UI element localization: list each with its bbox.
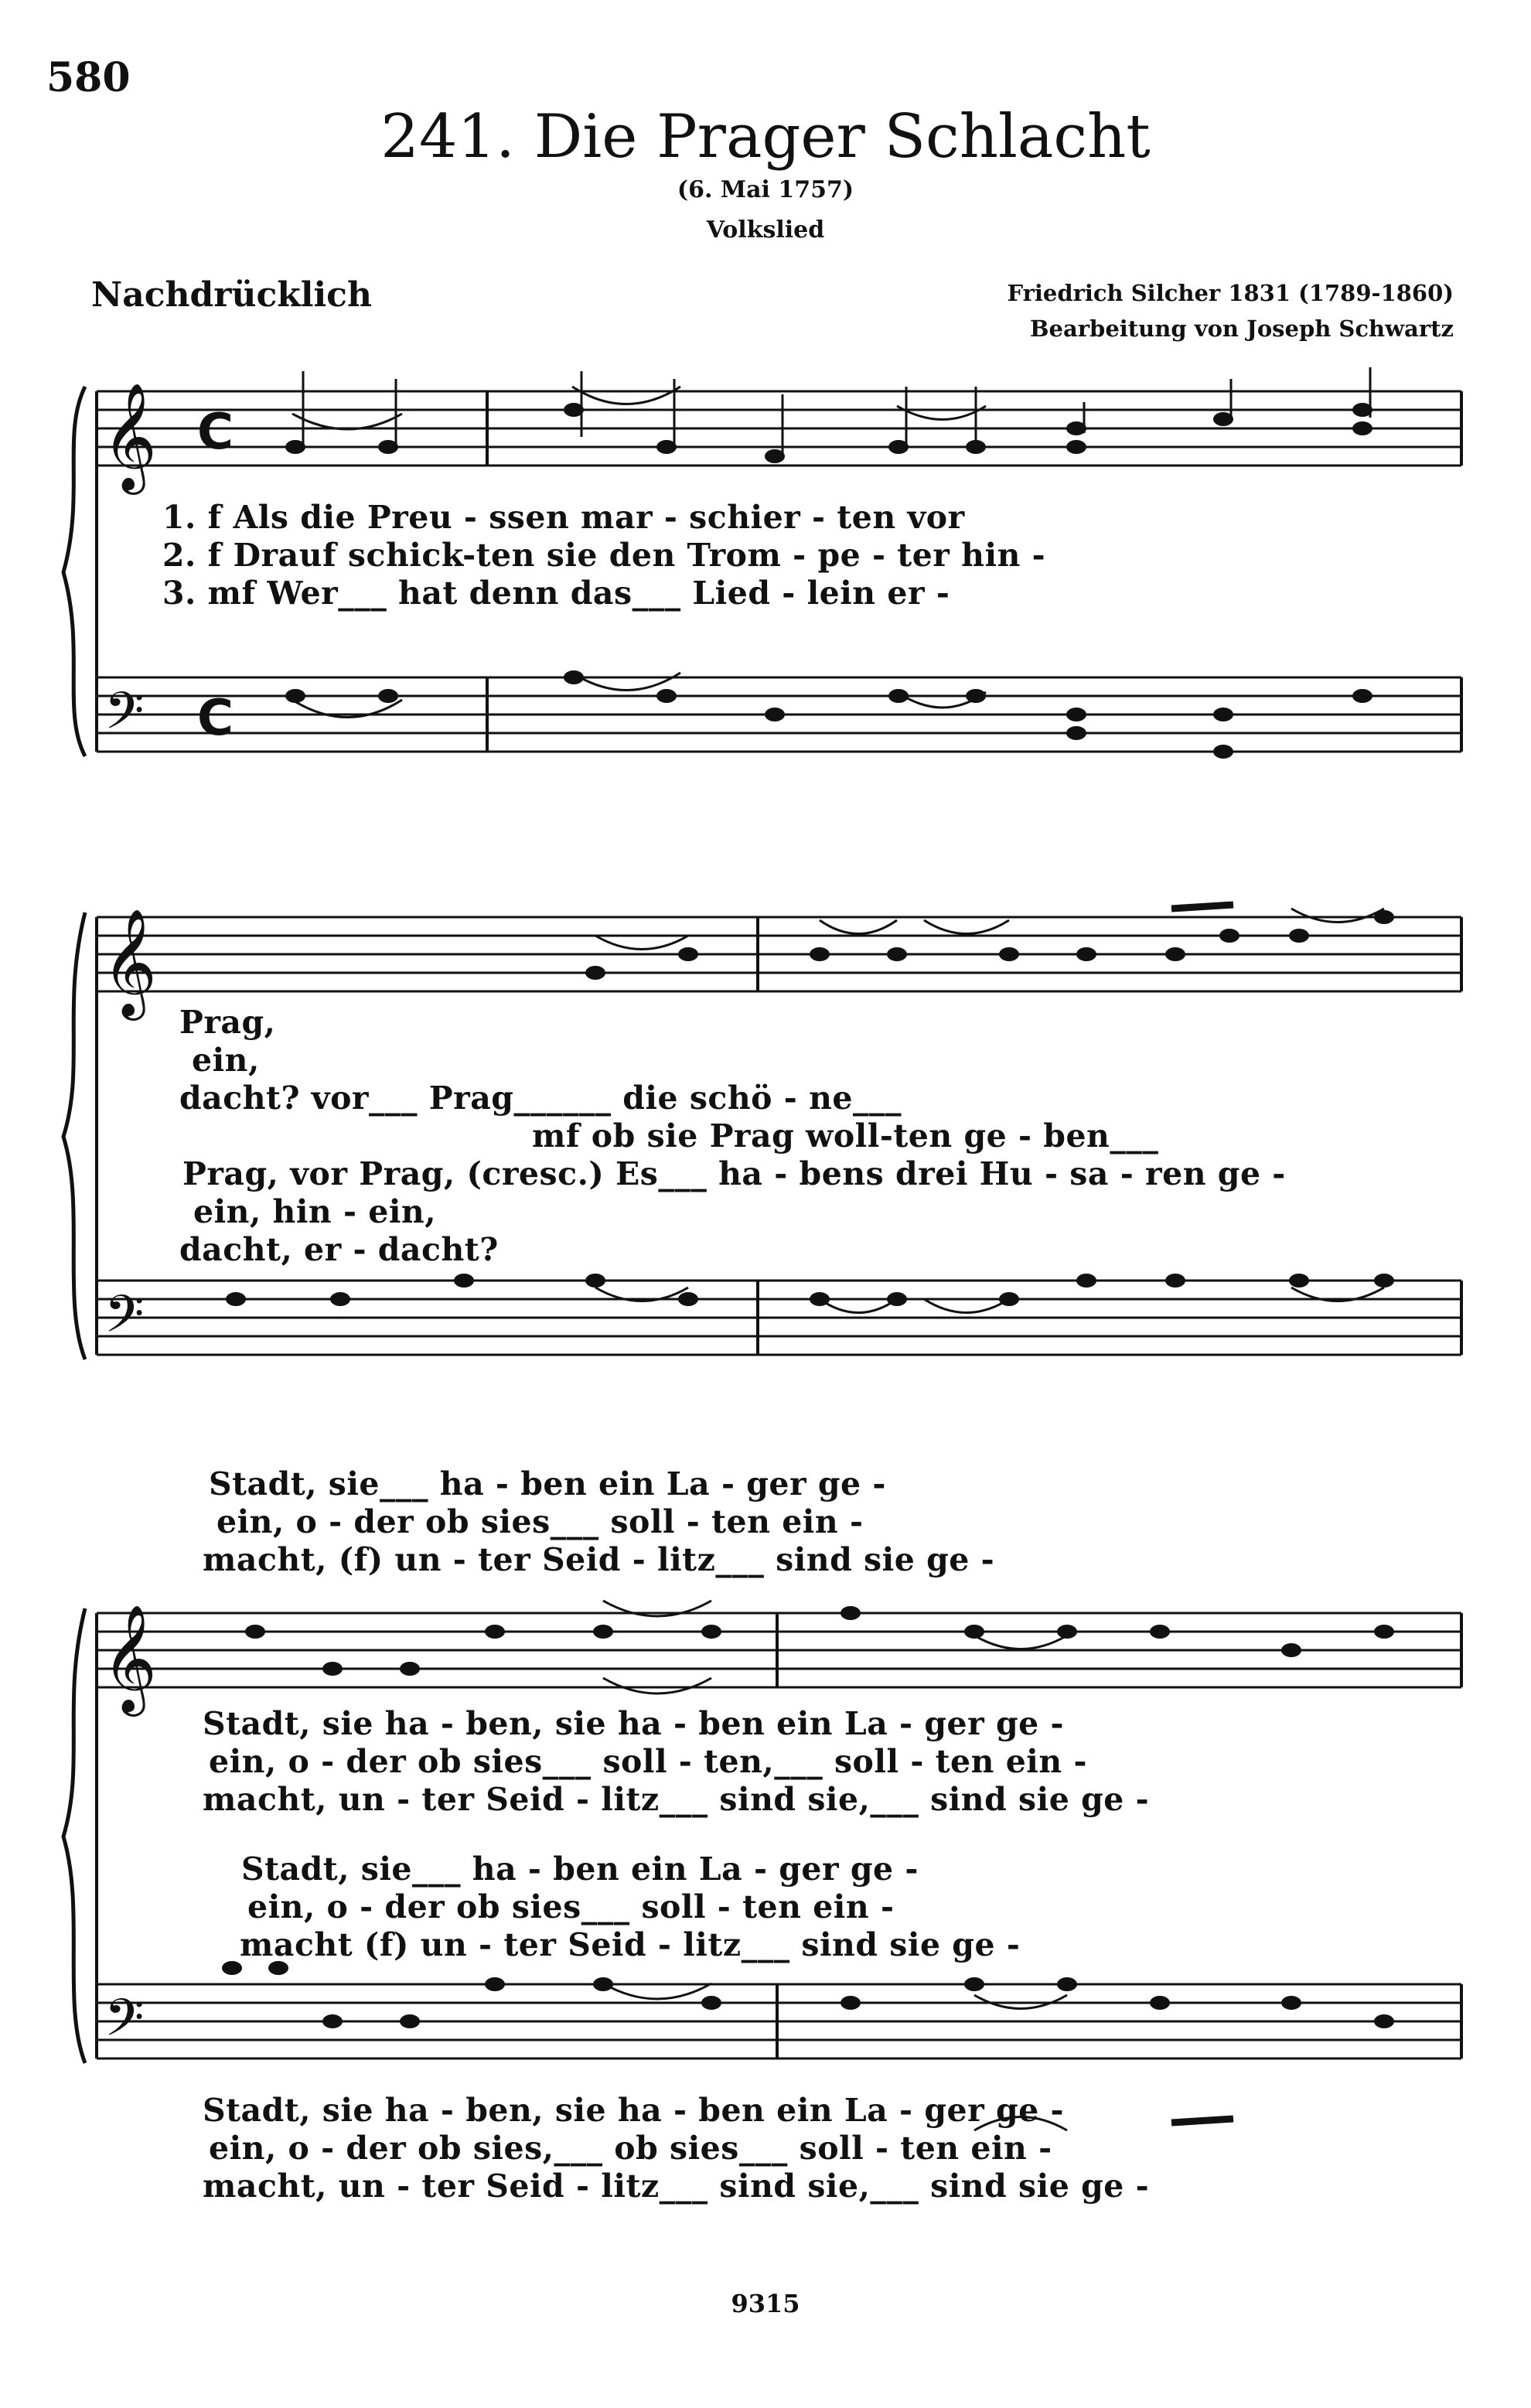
lyrics-verse-1: 1. f Als die Preu - ssen mar - schier - ten vor — [162, 499, 965, 536]
lyrics-s3-mid-2: ein, o - der ob sies___ soll - ten,___ soll - ten ein - — [209, 1743, 1087, 1780]
staff-system3-bass — [97, 1984, 1461, 2058]
song-genre: Volkslied — [706, 217, 825, 244]
arranger-credit: Bearbeitung von Joseph Schwartz — [1030, 315, 1454, 342]
lyrics-s3-below-1: Stadt, sie ha - ben, sie ha - ben ein La - ger ge - — [203, 2092, 1065, 2129]
lyrics-s3-bass-above-3: macht (f) un - ter Seid - litz___ sind sie ge - — [240, 1926, 1021, 1963]
lyrics-s3-mid-1: Stadt, sie ha - ben, sie ha - ben ein La - ger ge - — [203, 1705, 1065, 1742]
lyrics-s3-mid-3: macht, un - ter Seid - litz___ sind sie,___ sind sie ge - — [203, 1781, 1150, 1818]
lyrics-s3-below-3: macht, un - ter Seid - litz___ sind sie,___ sind sie ge - — [203, 2168, 1150, 2205]
song-date: (6. Mai 1757) — [677, 176, 854, 203]
lyrics-s3-bass-above-2: ein, o - der ob sies___ soll - ten ein - — [247, 1888, 895, 1925]
lyrics-s3-bass-above-1: Stadt, sie___ ha - ben ein La - ger ge - — [241, 1850, 919, 1888]
lyrics-verse-3: 3. mf Wer___ hat denn das___ Lied - lein er - — [162, 575, 950, 612]
lyrics-s3-above-3: macht, (f) un - ter Seid - litz___ sind sie ge - — [203, 1541, 995, 1578]
tempo-marking: Nachdrücklich — [91, 275, 372, 315]
bass-clef-icon: 𝄢 — [104, 1284, 145, 1356]
plate-number: 9315 — [731, 2289, 800, 2318]
treble-clef-icon: 𝄞 — [102, 383, 157, 490]
song-title: 241. Die Prager Schlacht — [380, 102, 1151, 172]
lyrics-s2-upper-3: dacht? vor___ Prag______ die schö - ne___ — [179, 1080, 902, 1117]
lyrics-s3-below-2: ein, o - der ob sies,___ ob sies___ soll - ten ein - — [209, 2130, 1052, 2167]
lyrics-s3-above-1: Stadt, sie___ ha - ben ein La - ger ge - — [209, 1465, 886, 1502]
lyrics-s2-lower-3: dacht, er - dacht? — [179, 1231, 499, 1268]
lyrics-verse-2: 2. f Drauf schick-ten sie den Trom - pe - ter hin - — [162, 537, 1046, 574]
staff-system2-bass — [97, 1281, 1461, 1355]
common-time-bass: C — [197, 690, 234, 747]
lyrics-s2-upper-1: Prag, — [179, 1004, 276, 1041]
treble-clef-icon: 𝄞 — [102, 1605, 157, 1712]
lyrics-s3-above-2: ein, o - der ob sies___ soll - ten ein - — [217, 1503, 864, 1540]
lyrics-s2-upper-2: ein, — [192, 1042, 260, 1079]
staff-system3-treble — [97, 1613, 1461, 1687]
lyrics-s2-lower-2: ein, hin - ein, — [193, 1193, 437, 1230]
bass-clef-icon: 𝄢 — [104, 681, 145, 753]
staff-system2-treble — [97, 917, 1461, 991]
composer-credit: Friedrich Silcher 1831 (1789-1860) — [1007, 280, 1454, 306]
bass-clef-icon: 𝄢 — [104, 1988, 145, 2060]
page-number: 580 — [46, 54, 131, 101]
lyrics-s2-lower-1: Prag, vor Prag, (cresc.) Es___ ha - bens drei Hu - sa - ren ge - — [182, 1155, 1286, 1192]
treble-clef-icon: 𝄞 — [102, 909, 157, 1016]
lyrics-s2-upper-4: mf ob sie Prag woll-ten ge - ben___ — [532, 1117, 1159, 1155]
common-time-treble: C — [197, 404, 234, 461]
